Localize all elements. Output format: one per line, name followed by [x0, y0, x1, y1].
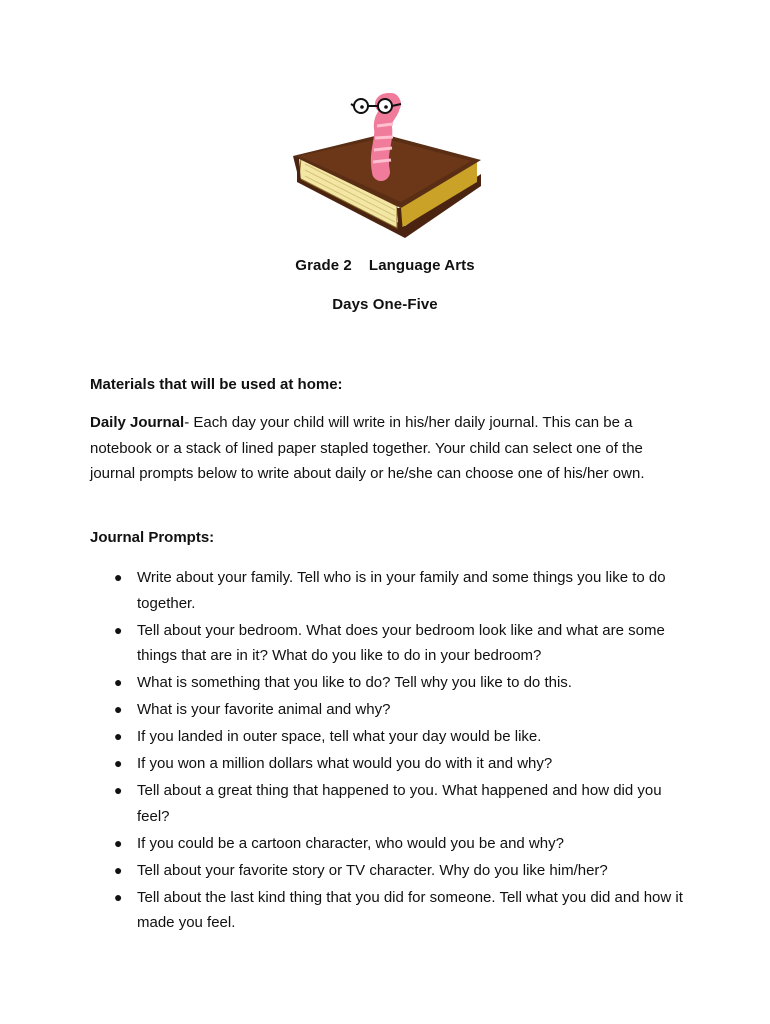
prompt-text: Tell about your favorite story or TV character. Why do you like him/her?: [137, 861, 608, 879]
prompt-text: Write about your family. Tell who is in your family and some things you like to do together.: [137, 569, 666, 612]
document-title: Grade 2 Language Arts: [295, 257, 475, 274]
prompt-text: If you won a million dollars what would you do with it and why?: [137, 755, 553, 772]
bullet-icon: ●: [114, 755, 123, 771]
prompt-text: If you landed in outer space, tell what your day would be like.: [137, 728, 542, 745]
list-item: [112, 618, 692, 669]
journal-prompts-list: [112, 565, 692, 937]
document-subtitle: Days One-Five: [332, 296, 438, 313]
prompt-text: Tell about your bedroom. What does your bedroom look like and what are some things that are in it? What do you like to do in your bedroom?: [137, 621, 665, 664]
bullet-icon: ●: [114, 888, 123, 905]
prompt-text: Tell about the last kind thing that you did for someone. Tell what you did and how it made you feel.: [137, 888, 683, 931]
list-item: [112, 724, 692, 750]
bullet-icon: ●: [114, 674, 123, 690]
daily-journal-text: - Each day your child will write in his/her daily journal. This can be a notebook or a stack of lined paper stapled together. Your child can select one of the journal prompts below to write about daily or he/she can choose one of his/her own.: [90, 414, 645, 482]
list-item: [112, 565, 692, 616]
bullet-icon: ●: [114, 861, 123, 878]
materials-heading: Materials that will be used at home:: [90, 376, 343, 393]
prompt-text: If you could be a cartoon character, who would you be and why?: [137, 834, 564, 852]
bullet-icon: ●: [114, 569, 123, 585]
prompt-text: Tell about a great thing that happened to you. What happened and how did you feel?: [137, 782, 662, 825]
daily-journal-label: Daily Journal: [90, 414, 185, 431]
bookworm-on-book-icon: [285, 90, 485, 242]
list-item: [112, 831, 692, 857]
bullet-icon: ●: [114, 701, 123, 717]
list-item: [112, 858, 692, 884]
list-item: [112, 670, 692, 696]
prompt-text: What is your favorite animal and why?: [137, 701, 391, 718]
list-item: [112, 751, 692, 777]
list-item: [112, 778, 692, 829]
bullet-icon: ●: [114, 621, 123, 638]
bullet-icon: ●: [114, 728, 123, 744]
list-item: [112, 697, 692, 723]
prompt-text: What is something that you like to do? Tell why you like to do this.: [137, 674, 572, 691]
daily-journal-paragraph: [90, 410, 690, 487]
list-item: [112, 885, 692, 936]
bullet-icon: ●: [114, 834, 123, 851]
journal-prompts-heading: Journal Prompts:: [90, 529, 215, 546]
bullet-icon: ●: [114, 782, 123, 798]
